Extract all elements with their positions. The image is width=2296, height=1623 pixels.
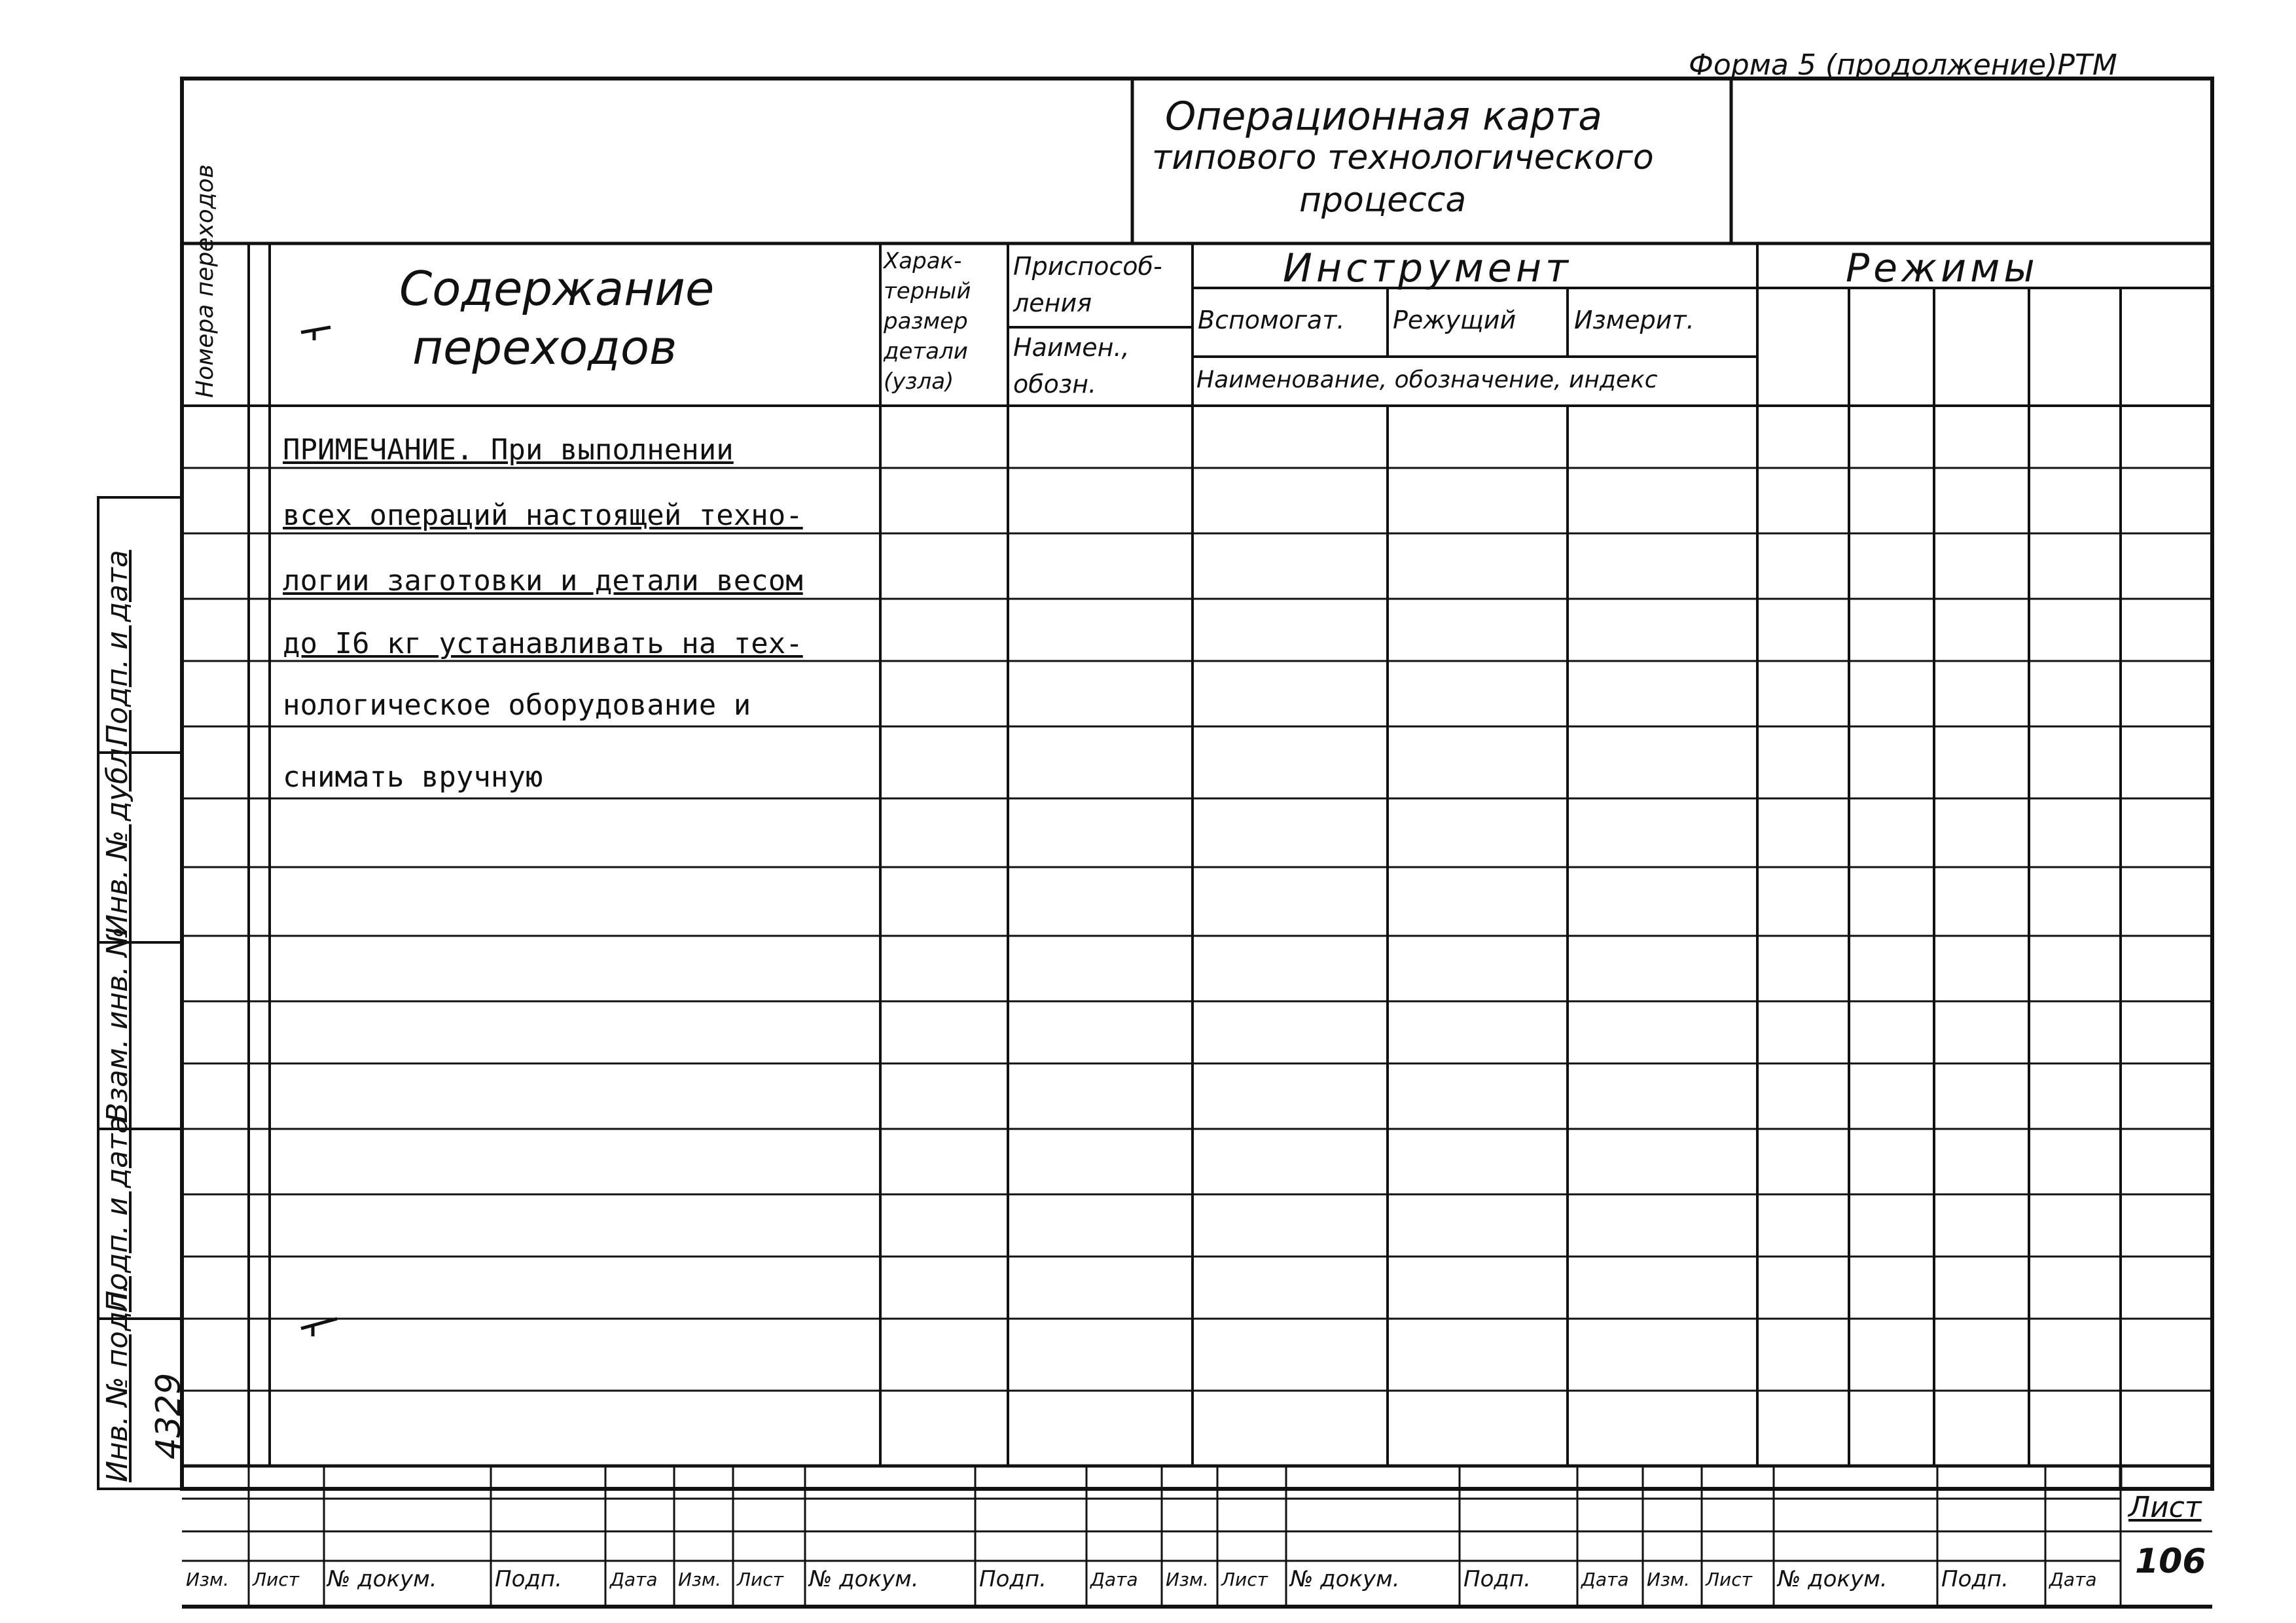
footer-col-19: Подп.: [1941, 1566, 2009, 1592]
header-char-size-2: терный: [884, 278, 971, 304]
footer-col-4: Подп.: [495, 1566, 562, 1592]
footer-col-16: Изм.: [1647, 1569, 1690, 1590]
header-char-size-3: размер: [884, 308, 968, 334]
side-sign-date-top: Подп. и дата: [101, 550, 134, 746]
note-line-6: снимать вручную: [283, 760, 543, 794]
side-inv-dup: Инв. № дубл.: [101, 738, 134, 936]
header-fixtures-line2: ления: [1013, 289, 1092, 317]
pen-mark-bottom: [301, 1319, 337, 1336]
footer-col-14: Подп.: [1463, 1566, 1531, 1592]
footer-col-8: № докум.: [809, 1566, 919, 1592]
form-label: Форма 5 (продолжение)РТМ: [1689, 48, 2117, 82]
sheet-number: 106: [2135, 1542, 2206, 1581]
footer-col-11: Изм.: [1166, 1569, 1209, 1590]
side-inv-number: 4329: [149, 1372, 188, 1459]
footer-col-9: Подп.: [979, 1566, 1047, 1592]
header-fixtures-sub1: Наимен.,: [1013, 333, 1130, 362]
note-line-1: ПРИМЕЧАНИЕ. При выполнении: [283, 433, 734, 467]
footer-col-7: Лист: [737, 1569, 783, 1590]
header-transition-numbers: Номера переходов: [192, 164, 219, 398]
header-content-line1: Содержание: [399, 261, 715, 316]
sheet-label: Лист: [2128, 1491, 2202, 1524]
footer-col-1: Изм.: [186, 1569, 229, 1590]
pen-mark-top: [301, 327, 331, 340]
header-cutting: Режущий: [1393, 306, 1516, 334]
note-line-5: нологическое оборудование и: [283, 688, 751, 722]
note-line-2: всех операций настоящей техно-: [283, 499, 803, 532]
side-replace-inv: Взам. инв. №: [101, 927, 134, 1122]
header-instrument: Инструмент: [1283, 245, 1573, 291]
footer-col-17: Лист: [1706, 1569, 1752, 1590]
card-title-line1: Операционная карта: [1165, 94, 1602, 139]
header-modes: Режимы: [1846, 245, 2039, 291]
header-char-size-5: (узла): [884, 368, 954, 395]
side-inv-orig: Инв. № подл.: [101, 1283, 134, 1482]
card-title-line2: типового технологического: [1152, 138, 1654, 177]
footer-col-10: Дата: [1090, 1569, 1138, 1590]
header-aux: Вспомогат.: [1198, 306, 1345, 334]
header-char-size-4: детали: [884, 338, 968, 365]
footer-col-13: № докум.: [1290, 1566, 1400, 1592]
header-measuring: Измерит.: [1574, 306, 1695, 334]
card-title-line3: процесса: [1299, 181, 1467, 220]
header-fixtures-line1: Приспособ-: [1013, 252, 1162, 281]
footer-col-6: Изм.: [678, 1569, 721, 1590]
footer-col-15: Дата: [1581, 1569, 1629, 1590]
header-name-index: Наименование, обозначение, индекс: [1196, 366, 1658, 393]
footer-col-5: Дата: [610, 1569, 658, 1590]
header-fixtures-sub2: обозн.: [1013, 370, 1097, 399]
footer-col-12: Лист: [1221, 1569, 1268, 1590]
side-sign-date-bottom: Подп. и дата: [101, 1116, 134, 1312]
footer-col-3: № докум.: [327, 1566, 437, 1592]
header-content-line2: переходов: [412, 320, 677, 375]
footer-col-18: № докум.: [1778, 1566, 1888, 1592]
note-line-3: логии заготовки и детали весом: [283, 564, 803, 597]
note-line-4: до I6 кг устанавливать на тех-: [283, 627, 803, 660]
header-char-size-1: Харак-: [884, 248, 962, 274]
footer-col-2: Лист: [253, 1569, 299, 1590]
footer-col-20: Дата: [2049, 1569, 2097, 1590]
